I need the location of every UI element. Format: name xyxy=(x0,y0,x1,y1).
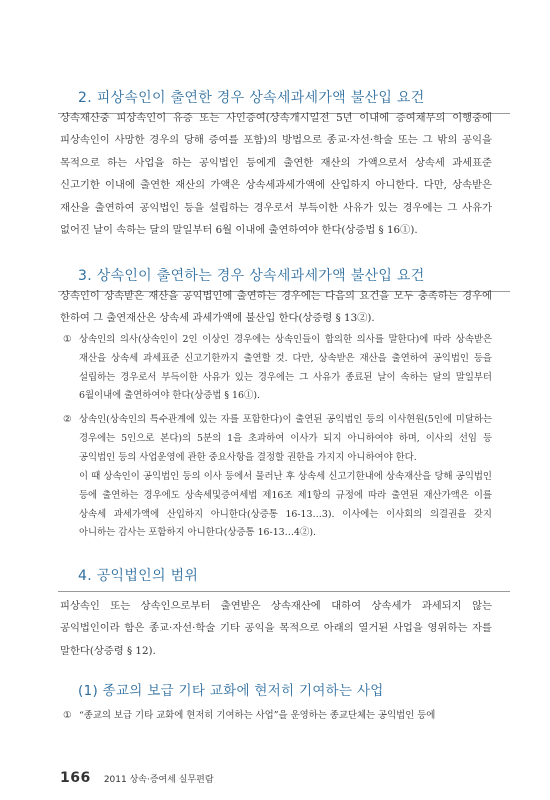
list-item xyxy=(63,331,492,406)
item-text: “종교의 보급 기타 교화에 현저히 기여하는 사업”을 운영하는 종교단체는 공익법인 등에 xyxy=(79,710,436,721)
section-2-body: 상속재산중 피상속인이 유증 또는 사인증여(상속개시일전 5년 이내에 증여채무의 이행중에 피상속인이 사망한 경우의 당해 증여를 포함)의 방법으로 종교·자선·학술 또는 그 밖의 공익을 목적으로 하는 사업을 하는 공익법인 등에게 출연한 재산의 가액으로서 상속세 과세표준 신고기한 이내에 출연한 재산의 가액은 상속세과세가액에 산입하지 아니한다. 다만, 상속받은 재산을 출연하여 공익법인 등을 설립하는 경우로서 부득이한 사유가 있는 경우에는 그 사유가 없어진 날이 속하는 달의 말일부터 6월 이내에 출연하여야 한다(상증법 § 16①). xyxy=(60,112,492,237)
section-4-heading: 4. 공익법인의 범위 xyxy=(58,565,510,592)
list-item xyxy=(63,707,492,726)
subsection-heading: (1) 종교의 보급 기타 교화에 현저히 기여하는 사업 xyxy=(78,683,384,699)
page-number: 166 xyxy=(60,770,91,786)
list-item xyxy=(63,411,492,467)
item-number: ① xyxy=(63,334,72,345)
list-item xyxy=(63,468,492,543)
section-2-heading: 2. 피상속인이 출연한 경우 상속세과세가액 불산입 요건 xyxy=(58,87,510,114)
section-3-body: 상속인이 상속받은 재산을 공익법인에 출연하는 경우에는 다음의 요건을 모두 충족하는 경우에 한하여 그 출연재산은 상속세 과세가액에 불산입 한다(상증령 § 13②). xyxy=(60,290,492,325)
section-3-heading: 3. 상속인이 출연하는 경우 상속세과세가액 불산입 요건 xyxy=(58,265,510,292)
item-text: 상속인의 의사(상속인이 2인 이상인 경우에는 상속인들이 합의한 의사를 말한다)에 따라 상속받은 재산을 상속세 과세표준 신고기한까지 출연할 것. 다만, 상속받은 재산을 출연하여 공익법인 등을 설립하는 경우로서 부득이한 사유가 있는 경우에는 그 사유가 종료된 날이 속하는 달의 말일부터 6월이내에 출연하여야 한다(상증법 § 16①). xyxy=(79,334,492,402)
page-footer xyxy=(60,767,214,786)
section-4-body: 피상속인 또는 상속인으로부터 출연받은 상속재산에 대하여 상속세가 과세되지 않는 공익법인이라 함은 종교·자선·학술 기타 공익을 목적으로 아래의 열거된 사업을 영위하는 자를 말한다(상증령 § 12). xyxy=(60,600,492,657)
item-number: ① xyxy=(63,710,72,721)
footer-title: 2011 상속·증여세 실무편람 xyxy=(103,775,214,785)
item-text: 이 때 상속인이 공익법인 등의 이사 등에서 물러난 후 상속세 신고기한내에 상속재산을 당해 공익법인 등에 출연하는 경우에도 상속세및증여세법 제16조 제1항의 규정에 따라 출연된 재산가액은 이를 상속세 과세가액에 산입하지 아니한다(상증통 16-13…3). 이사에는 이사회의 의결권을 갖지 아니하는 감사는 포함하지 아니한다(상증통 16-13…4②). xyxy=(79,471,492,539)
item-number: ② xyxy=(63,414,72,425)
item-text: 상속인(상속인의 특수관계에 있는 자를 포함한다)이 출연된 공익법인 등의 이사현원(5인에 미달하는 경우에는 5인으로 본다)의 5분의 1을 초과하여 이사가 되지 아니하여야 하며, 이사의 선임 등 공익법인 등의 사업운영에 관한 중요사항을 결정할 권한을 가지지 아니하여야 한다. xyxy=(79,414,492,463)
